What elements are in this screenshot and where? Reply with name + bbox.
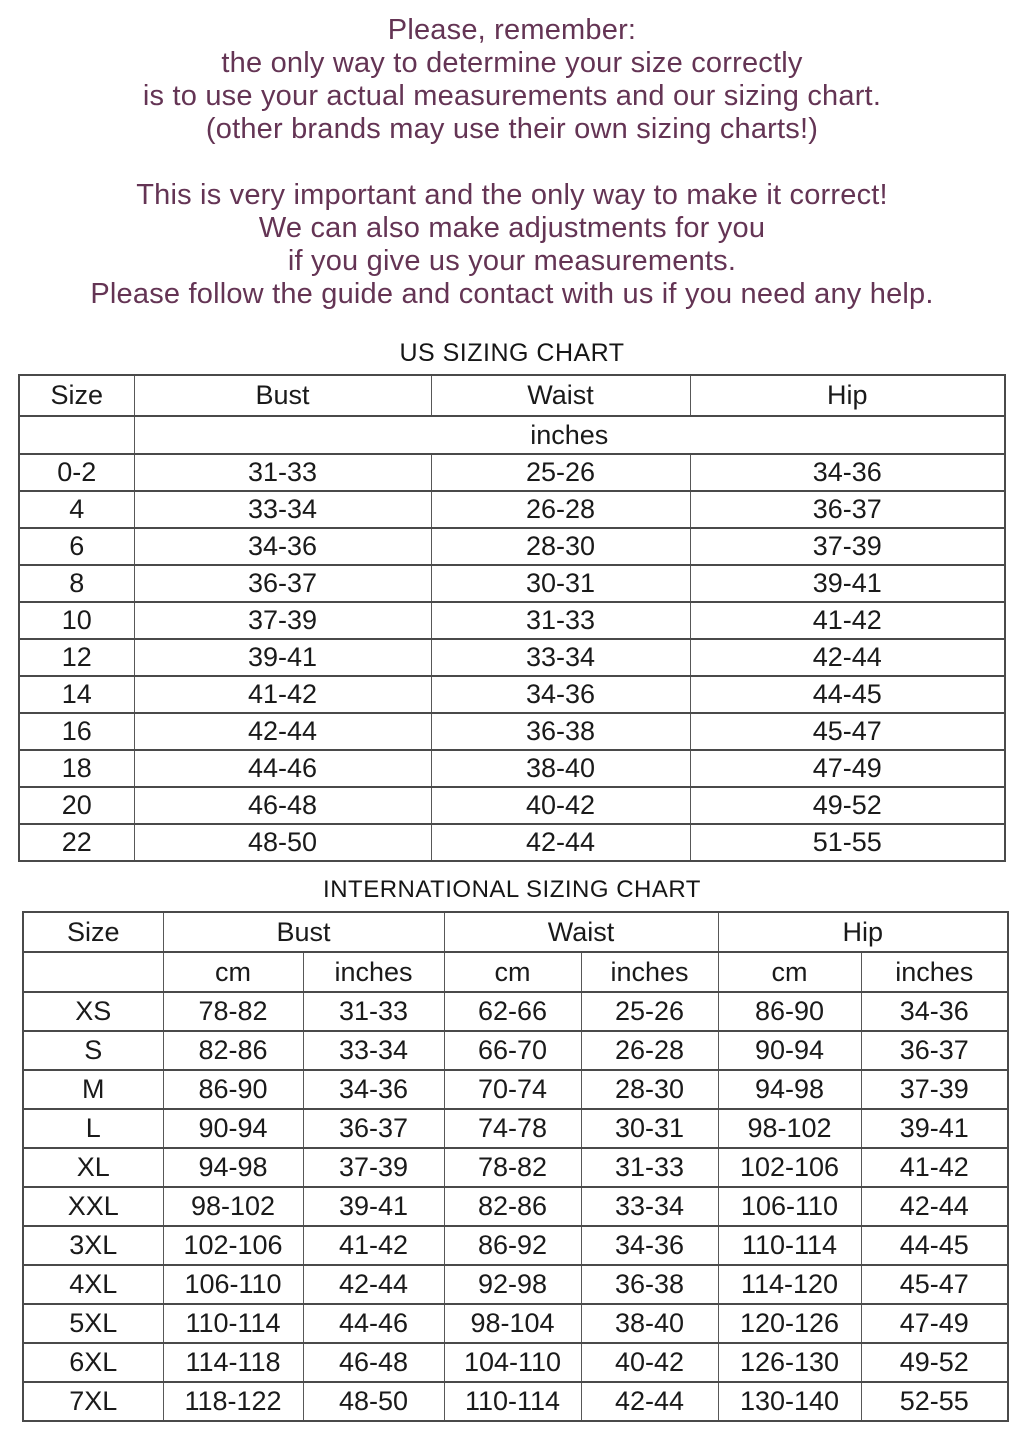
table-row [23,1304,1008,1343]
cell-bust-cm: 78-82 [163,992,303,1031]
cell-waist: 42-44 [431,824,690,861]
cell-hip: 51-55 [690,824,1005,861]
intl-chart-title: INTERNATIONAL SIZING CHART [323,876,701,903]
table-row [23,1265,1008,1304]
table-row [19,676,1005,713]
cell-waist-in: 31-33 [581,1148,718,1187]
cell-waist: 38-40 [431,750,690,787]
cell-bust-cm: 106-110 [163,1265,303,1304]
cell-bust-in: 33-34 [303,1031,444,1070]
cell-bust: 31-33 [134,454,431,491]
table-row [23,1343,1008,1382]
cell-waist-cm: 74-78 [444,1109,581,1148]
cell-waist-in: 33-34 [581,1187,718,1226]
table-row [23,1070,1008,1109]
cell-bust: 36-37 [134,565,431,602]
unit-label-inches: inches [134,416,1005,454]
cell-hip: 47-49 [690,750,1005,787]
intro-line: Please, remember: [387,14,637,46]
cell-hip-cm: 94-98 [718,1070,861,1109]
cell-waist: 26-28 [431,491,690,528]
cell-hip: 45-47 [690,713,1005,750]
cell-hip-cm: 106-110 [718,1187,861,1226]
table-row [19,491,1005,528]
table-row [23,1109,1008,1148]
cell-bust-in: 36-37 [303,1109,444,1148]
cell-size: L [23,1109,163,1148]
cell-size: XXL [23,1187,163,1226]
col-header-waist: Waist [444,912,718,952]
cell-bust-cm: 102-106 [163,1226,303,1265]
cell-waist: 31-33 [431,602,690,639]
cell-bust-in: 48-50 [303,1382,444,1421]
cell-waist-cm: 66-70 [444,1031,581,1070]
cell-bust-cm: 118-122 [163,1382,303,1421]
table-row [19,528,1005,565]
cell-hip-in: 36-37 [861,1031,1008,1070]
intro-paragraph-2 [0,179,1024,311]
cell-bust: 39-41 [134,639,431,676]
table-row [23,992,1008,1031]
bust-inches-header: inches [303,952,444,992]
cell-size: 0-2 [19,454,134,491]
cell-waist-in: 25-26 [581,992,718,1031]
cell-size: S [23,1031,163,1070]
cell-waist-cm: 110-114 [444,1382,581,1421]
cell-bust-cm: 110-114 [163,1304,303,1343]
cell-bust: 46-48 [134,787,431,824]
cell-waist: 28-30 [431,528,690,565]
intro-line: is to use your actual measurements and our sizing chart. [142,80,882,112]
table-row [19,454,1005,491]
cell-waist: 36-38 [431,713,690,750]
hip-cm-header: cm [718,952,861,992]
cell-size: 16 [19,713,134,750]
table-row [23,1382,1008,1421]
cell-bust: 33-34 [134,491,431,528]
cell-size: 3XL [23,1226,163,1265]
cell-bust-cm: 86-90 [163,1070,303,1109]
cell-bust: 41-42 [134,676,431,713]
table-row [23,1226,1008,1265]
cell-size: 7XL [23,1382,163,1421]
cell-hip-cm: 114-120 [718,1265,861,1304]
table-row [19,639,1005,676]
intro-line: (other brands may use their own sizing charts!) [205,113,819,145]
cell-hip-in: 42-44 [861,1187,1008,1226]
cell-size: 6XL [23,1343,163,1382]
cell-hip-in: 44-45 [861,1226,1008,1265]
cell-waist-in: 28-30 [581,1070,718,1109]
intro-line: if you give us your measurements. [287,245,737,277]
table-row [19,824,1005,861]
cell-waist-cm: 86-92 [444,1226,581,1265]
table-row [19,750,1005,787]
cell-size: 6 [19,528,134,565]
cell-waist-in: 38-40 [581,1304,718,1343]
cell-waist: 30-31 [431,565,690,602]
col-header-size: Size [19,375,134,416]
table-row [23,1031,1008,1070]
cell-waist-cm: 62-66 [444,992,581,1031]
cell-size: 18 [19,750,134,787]
cell-bust-cm: 94-98 [163,1148,303,1187]
cell-waist: 25-26 [431,454,690,491]
us-chart-title: US SIZING CHART [399,339,625,367]
cell-size: 14 [19,676,134,713]
cell-size: 12 [19,639,134,676]
cell-waist-in: 36-38 [581,1265,718,1304]
cell-hip: 41-42 [690,602,1005,639]
cell-waist-cm: 98-104 [444,1304,581,1343]
cell-hip-cm: 110-114 [718,1226,861,1265]
cell-bust-cm: 90-94 [163,1109,303,1148]
hip-inches-header: inches [861,952,1008,992]
cell-hip-in: 41-42 [861,1148,1008,1187]
table-row [19,713,1005,750]
table-row [19,787,1005,824]
cell-waist-in: 40-42 [581,1343,718,1382]
table-row [23,1187,1008,1226]
cell-bust-in: 42-44 [303,1265,444,1304]
cell-hip-cm: 120-126 [718,1304,861,1343]
table-row [19,565,1005,602]
col-header-size: Size [23,912,163,952]
cell-size: 4 [19,491,134,528]
us-unit-row [19,416,1005,454]
intro-line: This is very important and the only way to make it correct! [136,179,888,211]
cell-waist: 34-36 [431,676,690,713]
cell-hip-cm: 86-90 [718,992,861,1031]
cell-waist-cm: 78-82 [444,1148,581,1187]
cell-hip-cm: 126-130 [718,1343,861,1382]
cell-waist-cm: 70-74 [444,1070,581,1109]
cell-hip: 36-37 [690,491,1005,528]
intro-line: We can also make adjustments for you [258,212,766,244]
cell-waist-in: 34-36 [581,1226,718,1265]
col-header-hip: Hip [718,912,1008,952]
intro-note [0,0,1024,311]
cell-bust-cm: 82-86 [163,1031,303,1070]
cell-hip: 44-45 [690,676,1005,713]
cell-hip-cm: 130-140 [718,1382,861,1421]
cell-size: M [23,1070,163,1109]
col-header-bust: Bust [163,912,444,952]
cell-waist: 40-42 [431,787,690,824]
table-row [23,1148,1008,1187]
cell-bust-in: 44-46 [303,1304,444,1343]
cell-size: 8 [19,565,134,602]
cell-hip-in: 45-47 [861,1265,1008,1304]
cell-bust-in: 41-42 [303,1226,444,1265]
intl-header-row [23,912,1008,952]
cell-bust: 42-44 [134,713,431,750]
intro-line: the only way to determine your size correctly [221,47,803,79]
cell-size: XL [23,1148,163,1187]
bust-cm-header: cm [163,952,303,992]
cell-size: 5XL [23,1304,163,1343]
unit-row-spacer [19,416,134,454]
cell-hip-in: 47-49 [861,1304,1008,1343]
cell-hip: 49-52 [690,787,1005,824]
cell-bust-cm: 114-118 [163,1343,303,1382]
cell-bust: 37-39 [134,602,431,639]
cell-hip-in: 39-41 [861,1109,1008,1148]
cell-waist-in: 42-44 [581,1382,718,1421]
intro-line: Please follow the guide and contact with us if you need any help. [90,278,934,310]
cell-hip-cm: 90-94 [718,1031,861,1070]
waist-cm-header: cm [444,952,581,992]
cell-hip-in: 37-39 [861,1070,1008,1109]
cell-waist-in: 26-28 [581,1031,718,1070]
cell-size: 22 [19,824,134,861]
us-header-row [19,375,1005,416]
waist-inches-header: inches [581,952,718,992]
cell-bust: 34-36 [134,528,431,565]
cell-bust-in: 39-41 [303,1187,444,1226]
cell-size: 10 [19,602,134,639]
cell-size: 4XL [23,1265,163,1304]
cell-hip: 39-41 [690,565,1005,602]
cell-hip-in: 34-36 [861,992,1008,1031]
cell-bust-in: 31-33 [303,992,444,1031]
cell-hip: 42-44 [690,639,1005,676]
cell-waist: 33-34 [431,639,690,676]
cell-waist-in: 30-31 [581,1109,718,1148]
cell-hip: 34-36 [690,454,1005,491]
unit-row-spacer [23,952,163,992]
cell-hip-cm: 98-102 [718,1109,861,1148]
cell-waist-cm: 82-86 [444,1187,581,1226]
intro-paragraph-1 [0,14,1024,146]
col-header-hip: Hip [690,375,1005,416]
cell-bust-in: 37-39 [303,1148,444,1187]
cell-hip-cm: 102-106 [718,1148,861,1187]
cell-bust-in: 34-36 [303,1070,444,1109]
cell-size: 20 [19,787,134,824]
cell-hip-in: 49-52 [861,1343,1008,1382]
cell-bust-cm: 98-102 [163,1187,303,1226]
intl-sizing-table [22,911,1009,1422]
table-row [19,602,1005,639]
cell-size: XS [23,992,163,1031]
cell-bust-in: 46-48 [303,1343,444,1382]
cell-waist-cm: 92-98 [444,1265,581,1304]
col-header-bust: Bust [134,375,431,416]
intl-unit-row [23,952,1008,992]
us-sizing-table [18,374,1006,862]
cell-bust: 48-50 [134,824,431,861]
cell-hip: 37-39 [690,528,1005,565]
cell-hip-in: 52-55 [861,1382,1008,1421]
col-header-waist: Waist [431,375,690,416]
cell-bust: 44-46 [134,750,431,787]
cell-waist-cm: 104-110 [444,1343,581,1382]
